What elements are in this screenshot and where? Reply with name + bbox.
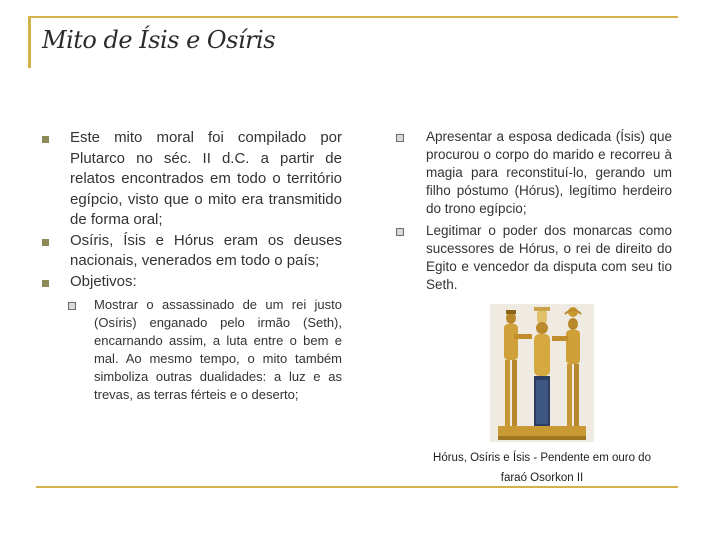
sub-bullet-text: Mostrar o assassinado de um rei justo (Osíris) enganado pelo irmão (Seth), encarnando assim, a luta entre o bem e mal. Ao mesmo tempo, o mito também simboliza outras dualidades: a luz e as trevas, as terras férteis e o deserto; bbox=[94, 297, 342, 402]
bullet-item bbox=[42, 272, 342, 293]
gold-pendant-image bbox=[490, 304, 594, 442]
slide-title: Mito de Ísis e Osíris bbox=[42, 26, 276, 54]
bullet-item bbox=[42, 231, 342, 272]
sub-bullet-item bbox=[68, 296, 342, 404]
top-border bbox=[28, 16, 678, 18]
sub-bullet-text: Apresentar a esposa dedicada (Ísis) que procurou o corpo do marido e recorreu à magia para reconstituí-lo, gerando um filho póstumo (Hórus), legítimo herdeiro do trono egípcio; bbox=[426, 129, 672, 216]
bullet-text: Objetivos: bbox=[70, 272, 137, 290]
left-border bbox=[28, 16, 31, 68]
square-bullet-icon bbox=[42, 280, 49, 287]
square-bullet-icon bbox=[42, 136, 49, 143]
box-bullet-icon bbox=[396, 134, 404, 142]
image-caption: Hórus, Osíris e Ísis - Pendente em ouro do faraó Osorkon II bbox=[433, 452, 651, 484]
square-bullet-icon bbox=[42, 239, 49, 246]
sub-bullet-text: Legitimar o poder dos monarcas como sucessores de Hórus, o rei de direito do Egito e vencedor da disputa com seu tio Seth. bbox=[426, 223, 672, 292]
box-bullet-icon bbox=[68, 302, 76, 310]
bullet-text: Osíris, Ísis e Hórus eram os deuses nacionais, venerados em todo o país; bbox=[70, 231, 342, 269]
box-bullet-icon bbox=[396, 228, 404, 236]
right-column bbox=[396, 128, 672, 298]
left-column bbox=[42, 128, 342, 404]
bullet-text: Este mito moral foi compilado por Plutarco no séc. II d.C. a partir de relatos encontrados em todo o território egípcio, visto que o mito era transmitido de forma oral; bbox=[70, 129, 342, 228]
sub-bullet-item bbox=[396, 128, 672, 218]
bullet-item bbox=[42, 128, 342, 231]
sub-bullet-item bbox=[396, 222, 672, 294]
